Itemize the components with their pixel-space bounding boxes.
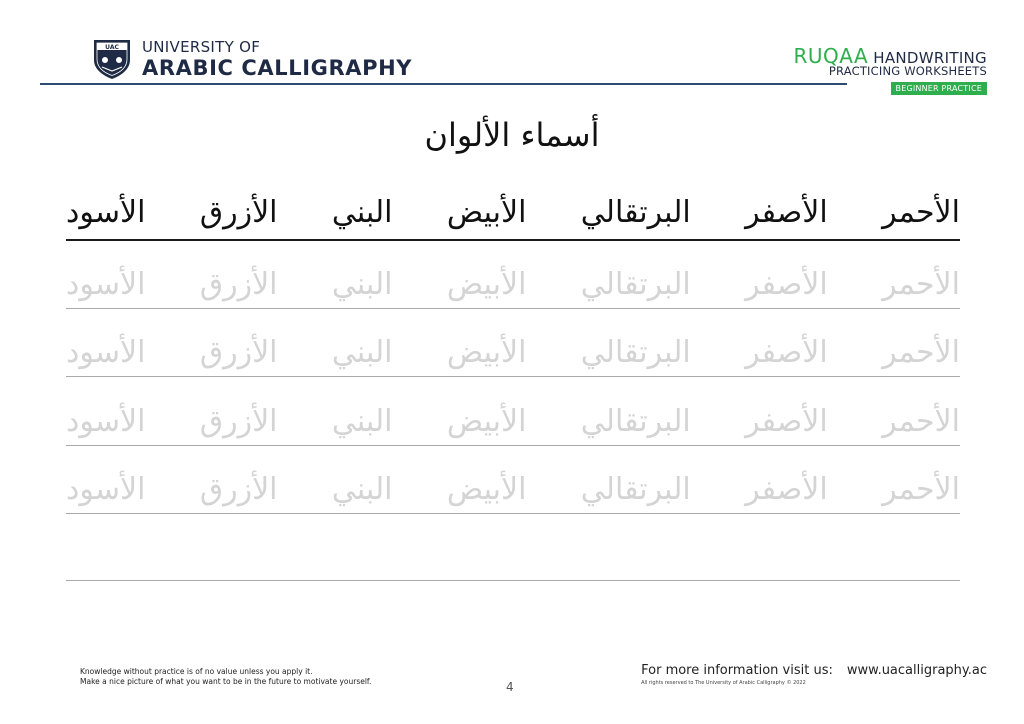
trace-word: الأحمر xyxy=(882,335,960,370)
trace-word: البني xyxy=(331,335,393,370)
header-divider xyxy=(40,83,847,85)
footer-info xyxy=(641,663,987,686)
worksheet-title: أسماء الألوان xyxy=(424,116,600,154)
trace-word: الأزرق xyxy=(199,335,278,370)
svg-text:UAC: UAC xyxy=(105,44,119,51)
copyright-notice: All rights reserved to The University of Arabic Calligraphy © 2022 xyxy=(641,680,806,686)
trace-word: الأسود xyxy=(66,267,146,302)
trace-word: الأزرق xyxy=(199,267,278,302)
writing-line xyxy=(66,445,960,446)
university-shield-logo xyxy=(92,38,132,80)
writing-line xyxy=(66,513,960,514)
trace-word: الأبيض xyxy=(446,404,527,439)
university-name-line2: ARABIC CALLIGRAPHY xyxy=(142,56,413,80)
worksheet-subtitle: PRACTICING WORKSHEETS xyxy=(828,64,987,78)
trace-word: الأسود xyxy=(66,404,146,439)
trace-row xyxy=(66,472,960,507)
trace-word: البني xyxy=(331,404,393,439)
blank-writing-line xyxy=(66,580,960,581)
info-label: For more information visit us: xyxy=(641,663,833,678)
trace-word: البرتقالي xyxy=(580,335,691,370)
trace-word: الأسود xyxy=(66,472,146,507)
trace-word: الأصفر xyxy=(745,472,828,507)
trace-word: الأسود xyxy=(66,335,146,370)
trace-row xyxy=(66,404,960,439)
handwriting-word: HANDWRITING xyxy=(873,49,987,67)
word-black: الأسود xyxy=(66,195,146,230)
quote-line-1: Knowledge without practice is of no value unless you apply it. xyxy=(80,667,313,676)
model-word-row xyxy=(66,195,960,230)
trace-word: الأحمر xyxy=(882,404,960,439)
word-white: الأبيض xyxy=(446,195,527,230)
word-brown: البني xyxy=(331,195,393,230)
trace-word: الأصفر xyxy=(745,335,828,370)
trace-word: الأحمر xyxy=(882,267,960,302)
trace-word: الأصفر xyxy=(745,404,828,439)
trace-word: الأزرق xyxy=(199,472,278,507)
website-link[interactable]: www.uacalligraphy.ac xyxy=(846,663,987,678)
trace-word: البرتقالي xyxy=(580,267,691,302)
word-orange: البرتقالي xyxy=(580,195,691,230)
trace-word: الأحمر xyxy=(882,472,960,507)
trace-word: البني xyxy=(331,267,393,302)
trace-word: الأبيض xyxy=(446,335,527,370)
word-yellow: الأصفر xyxy=(745,195,828,230)
trace-word: الأبيض xyxy=(446,267,527,302)
trace-row xyxy=(66,267,960,302)
trace-row xyxy=(66,335,960,370)
trace-word: البرتقالي xyxy=(580,404,691,439)
trace-word: الأصفر xyxy=(745,267,828,302)
ruqaa-word: RUQAA xyxy=(793,44,869,68)
quote-line-2: Make a nice picture of what you want to be in the future to motivate yourself. xyxy=(80,677,372,686)
trace-word: البني xyxy=(331,472,393,507)
word-red: الأحمر xyxy=(882,195,960,230)
word-blue: الأزرق xyxy=(199,195,278,230)
trace-word: الأزرق xyxy=(199,404,278,439)
university-name-line1: UNIVERSITY OF xyxy=(142,38,261,56)
writing-line xyxy=(66,308,960,309)
level-badge: BEGINNER PRACTICE xyxy=(891,82,988,95)
trace-word: البرتقالي xyxy=(580,472,691,507)
page-number: 4 xyxy=(506,680,514,694)
writing-line xyxy=(66,376,960,377)
trace-word: الأبيض xyxy=(446,472,527,507)
motivational-quote xyxy=(80,667,371,687)
model-baseline xyxy=(66,239,960,241)
